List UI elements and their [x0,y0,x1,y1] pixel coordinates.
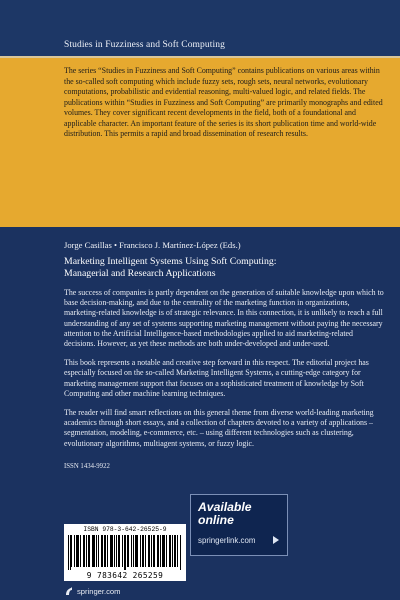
springer-horse-icon [64,586,74,596]
series-name: Studies in Fuzziness and Soft Computing [64,40,225,50]
issn-number: ISSN 1434-9922 [64,462,110,470]
blurb-paragraph-3: The reader will find smart reflections on this general theme from diverse world-leading marketing academics through short essays, and a collection of chapters devoted to a variety of applications – segmentation, modeling, e-commerce, etc. – using different technologies such as clustering, evolutionary algorithms, multiagent systems, or fuzzy logic. [64,408,374,448]
isbn-label: ISBN 978-3-642-26525-9 [83,526,167,533]
available-online-title [198,501,282,527]
blurb-paragraph-2: This book represents a notable and creative step forward in this respect. The editorial project has especially focused on the so-called Marketing Intelligent Systems, a cutting-edge category for marketing management support that focuses on a sophisticated treatment of knowledge by Soft Computing and other machine learning techniques. [64,358,369,398]
book-title [64,256,386,280]
available-line-1: Available [198,500,252,514]
springer-logo[interactable] [64,585,120,597]
barcode-digits: 9 783642 265259 [86,571,164,580]
available-online-badge [190,494,288,556]
series-description: The series “Studies in Fuzziness and Soft Computing” contains publications on various areas within the so-called soft computing which include fuzzy sets, rough sets, neural networks, evolutionary computations, probabilistic and evidential reasoning, multi-valued logic, and related fields. The publications within “Studies in Fuzziness and Soft Computing” are primarily monographs and edited volumes. They cover significant recent developments in the field, both of a foundational and applicable character. An important feature of the series is its short publication time and world-wide distribution. This permits a rapid and broad dissemination of research results. [64,66,383,138]
book-editors: Jorge Casillas • Francisco J. Martínez-López (Eds.) [64,240,241,250]
springer-url: springer.com [77,586,121,596]
available-line-2: online [198,513,234,527]
blurb-paragraph-1: The success of companies is partly dependent on the generation of suitable knowledge upon which to base decision-making, and due to the centrality of the marketing function in organizations, marketing-related knowledge is of strategic relevance. In this connection, it is unlikely to reach a full understanding of any set of systems supporting marketing management without paying the necessary attention to the Artificial Intelligence-based methodologies applied to aid marketing-related decisions. However, as yet these methods are both under-developed and under-used. [64,288,384,349]
barcode-icon [68,535,182,570]
springerlink-url[interactable]: springerlink.com [198,536,256,545]
main-content [64,240,386,470]
book-title-line-1: Marketing Intelligent Systems Using Soft Computing: [64,256,277,267]
isbn-barcode [64,524,186,581]
book-title-line-2: Managerial and Research Applications [64,268,216,279]
arrow-right-icon [271,535,281,545]
